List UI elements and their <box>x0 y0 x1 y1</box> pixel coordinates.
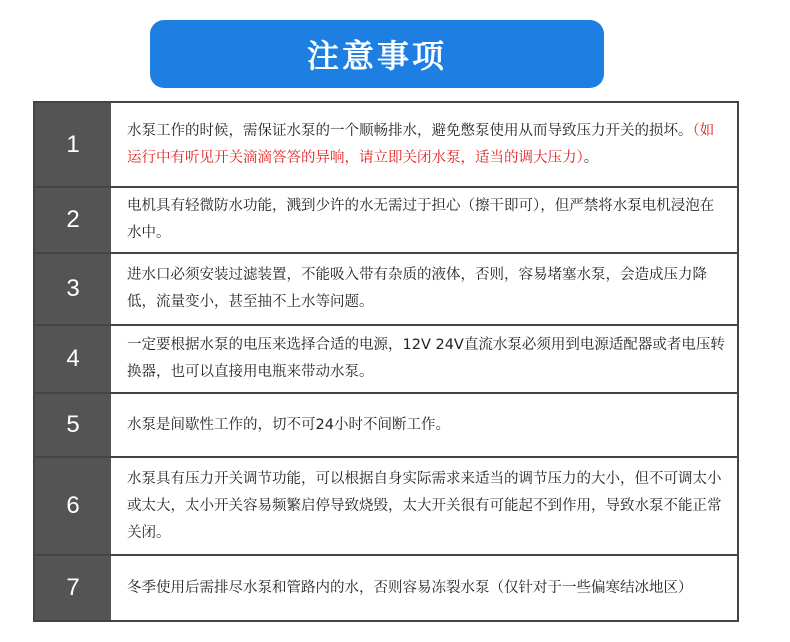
item-text: 冬季使用后需排尽水泵和管路内的水，否则容易冻裂水泵（仅针对于一些偏寒结冰地区） <box>127 579 693 596</box>
item-text-tail: 。 <box>583 149 599 166</box>
table-row <box>35 458 737 554</box>
item-number: 3 <box>35 254 111 324</box>
notice-table <box>33 101 739 622</box>
item-warning-text: （如运行中有听见开关滴滴答答的异响，请立即关闭水泵，适当的调大压力） <box>127 122 715 166</box>
table-row <box>35 556 737 620</box>
item-text: 一定要根据水泵的电压来选择合适的电源，12V 24V直流水泵必须用到电源适配器或者电压转换器，也可以直接用电瓶来带动水泵。 <box>127 337 725 380</box>
table-row <box>35 103 737 186</box>
item-number: 6 <box>35 458 111 554</box>
item-number: 2 <box>35 188 111 252</box>
item-number: 7 <box>35 556 111 620</box>
table-row <box>35 254 737 324</box>
item-number: 5 <box>35 394 111 456</box>
item-text: 电机具有轻微防水功能，溅到少许的水无需过于担心（擦干即可），但严禁将水泵电机浸泡在水中。 <box>127 198 715 241</box>
page-title: 注意事项 <box>306 37 447 75</box>
title-banner <box>150 20 604 88</box>
item-text: 水泵具有压力开关调节功能，可以根据自身实际需求来适当的调节压力的大小，但不可调太小或太大，太小开关容易频繁启停导致烧毁，太大开关很有可能起不到作用，导致水泵不能正常关闭。 <box>127 470 722 541</box>
table-row <box>35 394 737 456</box>
table-row <box>35 326 737 392</box>
item-number: 1 <box>35 103 111 186</box>
table-row <box>35 188 737 252</box>
item-text: 进水口必须安装过滤装置，不能吸入带有杂质的液体，否则，容易堵塞水泵，会造成压力降低，流量变小，甚至抽不上水等问题。 <box>127 267 707 310</box>
item-text: 水泵是间歇性工作的，切不可24小时不间断工作。 <box>127 416 450 433</box>
item-text-main: 水泵工作的时候，需保证水泵的一个顺畅排水，避免憋泵使用从而导致压力开关的损坏。 <box>127 122 693 139</box>
item-text <box>111 103 737 186</box>
item-number: 4 <box>35 326 111 392</box>
